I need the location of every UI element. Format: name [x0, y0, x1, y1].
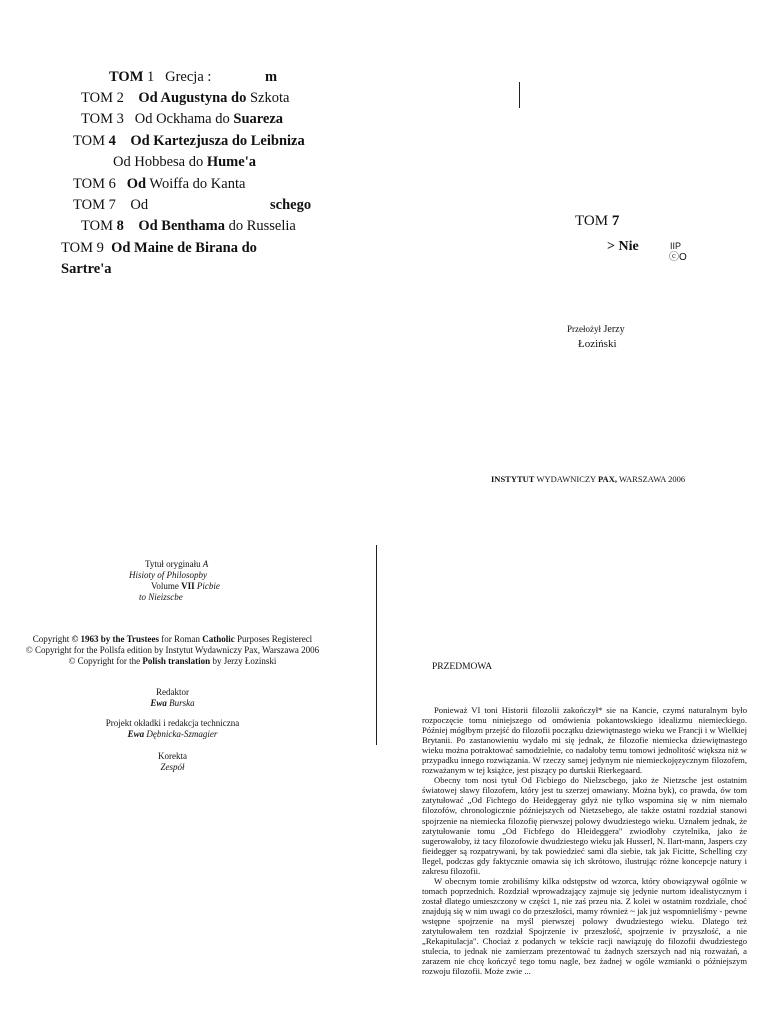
volume-5-title: Od Hobbesa do: [113, 154, 204, 170]
volume-5-line: [113, 153, 256, 171]
original-title: Hisioty of Philosopby: [129, 570, 207, 580]
proofreading-label: Korekta: [158, 751, 187, 761]
copyright-3-a: © Copyright for the: [68, 656, 143, 666]
publisher-mark-top: IIP: [670, 241, 682, 251]
volume-4-title: Od Kartezjusza do Leibniza: [130, 133, 305, 149]
editor-label: Redaktor: [156, 687, 189, 697]
volume-6-title-bold: Od: [126, 176, 147, 192]
translator-label: Przełożył: [567, 324, 601, 334]
volume-1-line: [109, 68, 211, 86]
design-name: [0, 729, 345, 740]
volume-8-label: TOM: [81, 218, 113, 234]
volume-2-title-rest: Szkota: [246, 90, 290, 106]
publisher-line: [491, 474, 685, 485]
original-volume-line: [151, 581, 220, 592]
designer-last-name: Dębnicka-Szmagier: [144, 729, 218, 739]
volume-3-line: [81, 110, 283, 128]
volume-2-line: [81, 89, 289, 107]
design-label: Projekt okładki i redakcja techniczna: [105, 718, 240, 728]
volume-1-fragment: m: [265, 69, 278, 85]
title-volume-label: TOM: [575, 213, 609, 229]
proofreading-name: Zespół: [160, 762, 185, 772]
volume-9-title-cont: Sartre'a: [61, 261, 112, 277]
volume-8-title-bold: Od Benthama: [138, 218, 225, 234]
volume-3-label: TOM 3: [81, 111, 124, 127]
volume-1-title: Grecja :: [154, 69, 212, 85]
volume-5-title-bold: Hume'a: [203, 154, 256, 170]
original-title-a: A: [200, 559, 209, 569]
original-volume-to: to Nieizscbe: [139, 592, 183, 602]
title-volume: [575, 212, 619, 230]
original-volume-from: Picbie: [194, 581, 220, 591]
volume-1-label: TOM: [109, 69, 144, 85]
volume-4-line: [73, 132, 305, 150]
copyright-1-e: Purposes Registerecl: [234, 634, 313, 644]
original-volume-number: VII: [181, 581, 195, 591]
preface-body: [422, 705, 747, 1024]
publisher-wydawniczy: WYDAWNICZY: [534, 474, 598, 484]
translator-first-name: Jerzy: [601, 324, 625, 335]
volume-9-label: TOM 9: [61, 240, 104, 256]
original-title-label: Tytuł oryginału: [145, 559, 201, 569]
copyright-1-b: © 1963 by the Trustees: [71, 634, 159, 644]
volume-7-title: Od: [130, 197, 149, 213]
volume-4-number: 4: [104, 133, 116, 149]
copyright-1-d: Catholic: [202, 634, 235, 644]
copyright-3-d: by Jerzy Łozinski: [210, 656, 277, 666]
editor-last-name: Burska: [166, 698, 195, 708]
title-subtitle: > Nie: [607, 239, 639, 254]
preface-paragraph-3: W obecnym tomie zrobiliśmy kilka odstępstw od wzorca, który obowiązywał ogólnie w tomach poprzednich. Rozdział wprowadzający zajmuje się jedynie nurtom idealistycznym i został dlatego umieszczony w części 1, nie zaś przeu nia. Z kolei w ostatnim rozdziale, choć znajdują się w nim uwagi co do przeszłości, mamy również ~ jak już wspomnieliśmy - pewne wstępne spojrzenie na myśl pierwszej polowy dwudziestego wieku. Dlatego też zatytułowałem ten rozdział Spojrzenie iv przeszłość, spojrzenie iv przyszłość, a nie „Rekapitulacja". Chociaż z podanych w tekście racji nawiązuję do filozofii dwudziestego stulecia, to jednak nie zamierzam prezentować tu żadnych szerszych nad nią rozważań, a zarazem nie chcę kończyć tego tomu nagle, bez żadnej w ogóle wzmianki o późniejszym rozwoju filozofii. Może zwie ...: [422, 875, 747, 977]
original-volume-label: Volume: [151, 581, 182, 591]
volume-7-label: TOM 7: [73, 197, 116, 213]
volume-6-title: Woiffa do Kanta: [146, 176, 246, 192]
volume-7-fragment: schego: [270, 197, 312, 213]
preface-heading: PRZEDMOWA: [432, 662, 493, 672]
publisher-mark-bottom: ⓒO: [669, 252, 687, 263]
publisher-institute: INSTYTUT: [491, 474, 535, 484]
column-rule-top: [519, 82, 520, 108]
volume-8-title: do Russelia: [224, 218, 296, 234]
copyright-line-3: [0, 656, 345, 667]
copyright-3-b: Polish: [142, 656, 166, 666]
volume-3-title: Od Ockhama do: [134, 111, 230, 127]
volume-3-title-bold: Suareza: [229, 111, 284, 127]
volume-4-label: TOM: [73, 133, 105, 149]
copyright-line-1: [0, 634, 345, 645]
copyright-line-2: © Copyright for the Pollsfa edition by Instytut Wydawniczy Pax, Warszawa 2006: [25, 645, 320, 655]
volume-9-title: Od Maine de Birana do: [111, 240, 257, 256]
column-rule-bottom: [376, 545, 377, 745]
volume-7-line: [73, 196, 148, 214]
volume-1-number: 1: [143, 69, 155, 85]
translator-last-name: Łoziński: [578, 338, 617, 350]
publisher-pax: PAX,: [598, 474, 617, 484]
preface-paragraph-2: Obecny tom nosi tytuł Od Ficbiego do Nielzscbego, jako że Nietzsche jest ostatnim światowej sławy filozofem, który jest tu szerzej omawiany. Można byk), co prawda, ów tom zatytułować „Od Fichtego do Heideggeray gdyż nie tylko wspomina się w nim niemało filozofów, chronologicznie późniejszych od Nietzsebego, ale także ostatni rozdział stanowi spojrzenie na niemiecka filozofię pierwszej polowy dwudziestego wieku. Uznałem jednak, że zatytułowanie tomu „Od Ficbfego do Hleideggera" zwiodłoby czytelnika, jako że sugerowałoby, iż tacy filozofowie dwudziestego wieku jak Husserl, N. Ilart-mann, Jaspers czy fieidegger są rozpatrywani, by tak powiedzieć sami dla siebie, tak jak Ficitte, Schelling czy llegel, podczas gdy faktycznie omawia się ich skrótowo, ilustrując różne koncepcje natury i zakresu filozofii.: [422, 775, 747, 876]
publisher-city-year: WARSZAWA 2006: [616, 474, 686, 484]
designer-first-name: Ewa: [127, 729, 145, 739]
title-volume-number: 7: [608, 213, 620, 229]
volume-8-number: 8: [112, 218, 124, 234]
original-title-label-line: [145, 559, 208, 570]
preface-paragraph-1: Ponieważ VI toni Historii filozolii zakończył* sie na Kancie, czymś naturalnym było rozpoczęcie tomu niniejszego od omówienia pokantowskiego idealizmu niemieckiego. Później mógłbym przejść do filozofii początku dziewiętnastego wieku we Francji i w Wielkiej Brytanii. Po zastanowieniu wydało mi się jednak, że filozofie niemiecka dziewiętnastego wieku można potraktować samodzielnie, co nadałoby temu tomowi jednolitość większa niż w przypadku innego rozwiązania. W rzeczy samej jedynym nie niemieckojęzycznym filozofem, rozważanym w tej książce, jest piszący po durtskii Rierkegaard.: [422, 705, 747, 776]
translator-line: [567, 323, 625, 336]
volume-6-line: [73, 175, 245, 193]
copyright-1-c: for Roman: [158, 634, 203, 644]
volume-6-label: TOM 6: [73, 176, 116, 192]
volume-2-label: TOM 2: [81, 90, 124, 106]
volume-2-title-bold: Od Augustyna do: [138, 90, 247, 106]
volume-8-line: [81, 217, 296, 235]
editor-first-name: Ewa: [150, 698, 167, 708]
copyright-1-a: Copyright: [32, 634, 72, 644]
copyright-3-c: translation: [165, 656, 211, 666]
editor-name: [0, 698, 345, 709]
volume-9-line: [61, 239, 257, 257]
